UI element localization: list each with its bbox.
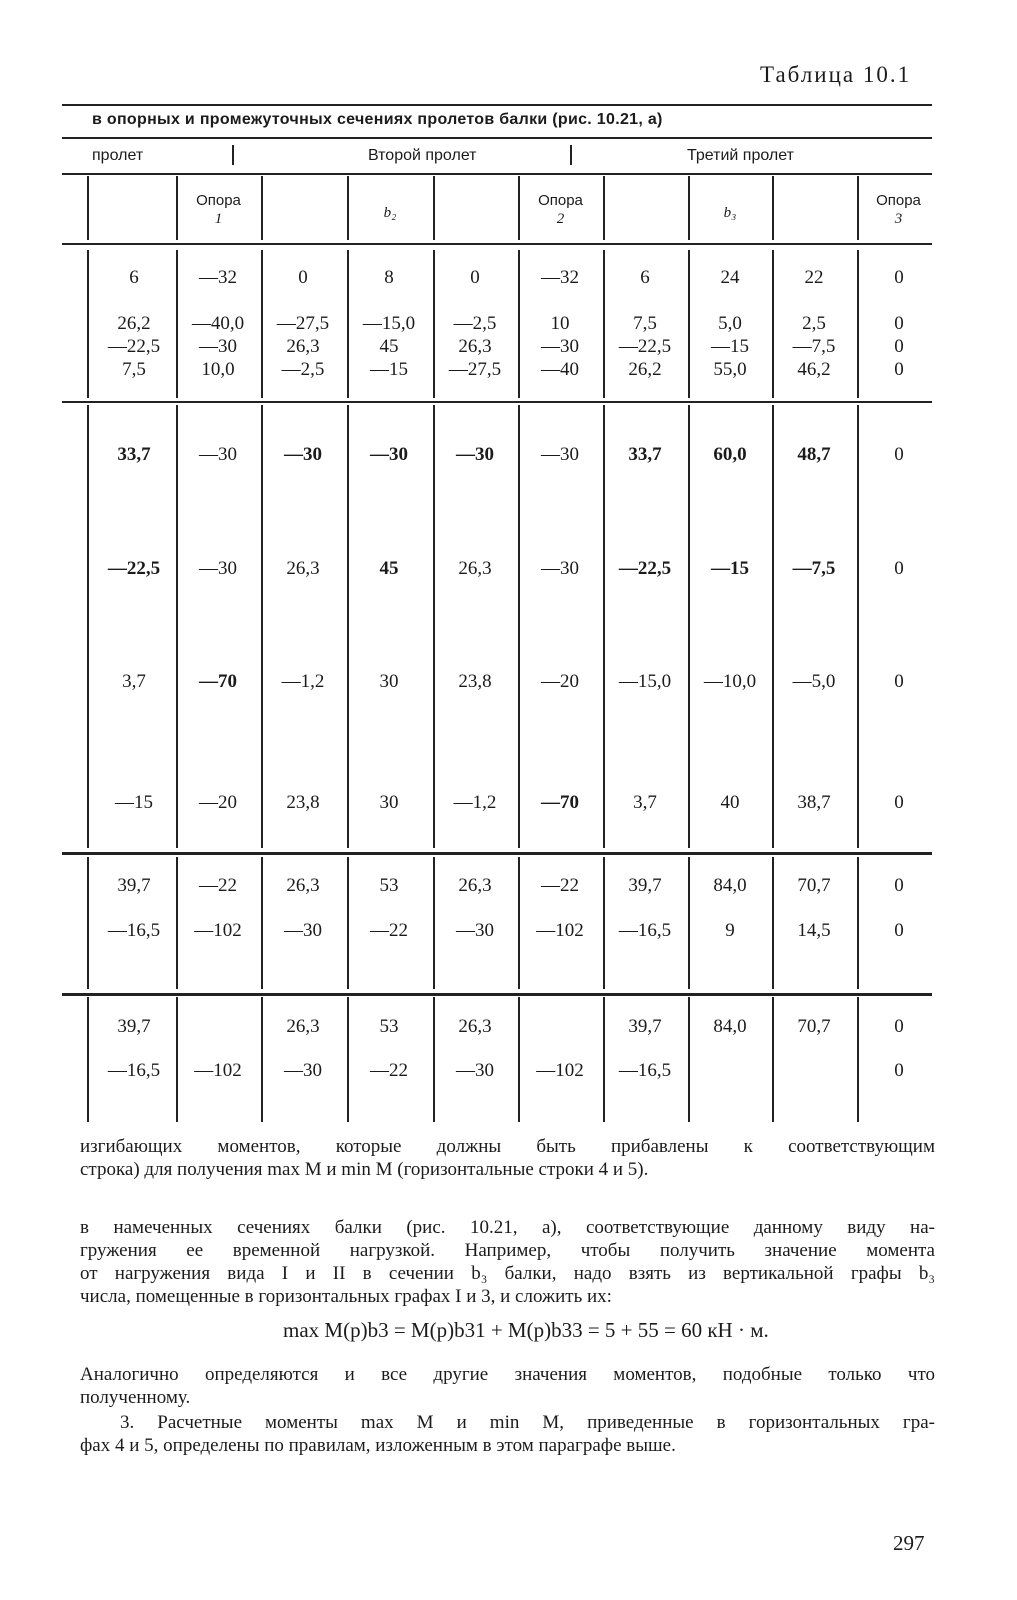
table-cell: —30 bbox=[456, 920, 494, 941]
table-cell: 33,7 bbox=[628, 444, 662, 465]
table-cell: —32 bbox=[541, 267, 579, 288]
table-cell: —40 bbox=[541, 359, 579, 380]
table-cell: 0 bbox=[470, 267, 480, 288]
table-cell: 84,0 bbox=[713, 1016, 747, 1037]
table-cell: —20 bbox=[199, 792, 237, 813]
table-cell: —70 bbox=[199, 671, 237, 692]
table-cell: —5,0 bbox=[792, 671, 836, 692]
table-cell: —15 bbox=[115, 792, 153, 813]
table-cell: —102 bbox=[536, 1060, 584, 1081]
table-cell: 53 bbox=[379, 875, 399, 896]
table-cell: —15,0 bbox=[618, 671, 672, 692]
table-cell: —30 bbox=[541, 444, 579, 465]
table-cell: —7,5 bbox=[792, 336, 836, 357]
formula: max M(p)b3 = M(p)b31 + M(p)b33 = 5 + 55 = 60 кН · м. bbox=[283, 1318, 769, 1342]
table-cell: 70,7 bbox=[797, 1016, 831, 1037]
table-cell: —22 bbox=[370, 920, 408, 941]
table-cell: 14,5 bbox=[797, 920, 831, 941]
table-cell: 33,7 bbox=[117, 444, 151, 465]
table-cell: 0 bbox=[894, 875, 904, 896]
table-cell: —30 bbox=[199, 444, 237, 465]
table-cell: 26,3 bbox=[286, 558, 320, 579]
table-cell: 26,3 bbox=[458, 336, 492, 357]
table-cell: —30 bbox=[456, 444, 494, 465]
paragraph-3: Аналогично определяются и все другие значения моментов, подобные только что полученному. bbox=[80, 1364, 935, 1408]
table-cell: 2,5 bbox=[802, 313, 826, 334]
table-cell: —30 bbox=[284, 920, 322, 941]
table-cell: 39,7 bbox=[117, 875, 151, 896]
table-cell: —20 bbox=[541, 671, 579, 692]
table-cell: 45 bbox=[379, 558, 399, 579]
table-cell: 5,0 bbox=[718, 313, 742, 334]
table-cell: —15 bbox=[711, 336, 749, 357]
table-cell: —22 bbox=[370, 1060, 408, 1081]
table-cell: 0 bbox=[894, 1016, 904, 1037]
table-cell: —30 bbox=[541, 336, 579, 357]
column-header-5: Опора 2 bbox=[538, 192, 583, 227]
table-cell: 3,7 bbox=[122, 671, 146, 692]
table-cell: 0 bbox=[894, 336, 904, 357]
table-cell: 10,0 bbox=[201, 359, 235, 380]
table-cell: —15,0 bbox=[362, 313, 416, 334]
paragraph-1: изгибающих моментов, которые должны быть прибавлены к соответствующим строка) для получения max M и min M (горизонтальные строки 4 и 5). bbox=[80, 1136, 935, 1180]
table-cell: 9 bbox=[725, 920, 735, 941]
table-cell: —1,2 bbox=[453, 792, 497, 813]
table-cell: 26,3 bbox=[458, 558, 492, 579]
table-cell: 38,7 bbox=[797, 792, 831, 813]
table-cell: 8 bbox=[384, 267, 394, 288]
table-cell: 48,7 bbox=[797, 444, 831, 465]
table-cell: 53 bbox=[379, 1016, 399, 1037]
table-cell: —1,2 bbox=[281, 671, 325, 692]
table-cell: 26,3 bbox=[286, 875, 320, 896]
table-cell: —30 bbox=[541, 558, 579, 579]
column-header-9: Опора 3 bbox=[876, 192, 921, 227]
table-cell: 40 bbox=[720, 792, 740, 813]
table-cell: 3,7 bbox=[633, 792, 657, 813]
group-header-3: Третий пролет bbox=[687, 147, 794, 164]
table-cell: 0 bbox=[894, 920, 904, 941]
column-header-7: b₃ bbox=[723, 205, 737, 221]
table-cell: 6 bbox=[129, 267, 139, 288]
table-cell: 84,0 bbox=[713, 875, 747, 896]
table-cell: —15 bbox=[370, 359, 408, 380]
page-number: 297 bbox=[893, 1531, 925, 1555]
table-cell: 0 bbox=[894, 359, 904, 380]
table-cell: —7,5 bbox=[792, 558, 836, 579]
paragraph-4: 3. Расчетные моменты max M и min M, приведенные в горизонтальных гра- фах 4 и 5, определены по правилам, изложенным в этом параграфе выше. bbox=[80, 1412, 935, 1456]
table-cell: 26,2 bbox=[117, 313, 151, 334]
table-cell: —22 bbox=[199, 875, 237, 896]
table-cell: 0 bbox=[894, 444, 904, 465]
table-cell: 10 bbox=[550, 313, 570, 334]
table-cell: —10,0 bbox=[703, 671, 757, 692]
table-cell: 26,3 bbox=[286, 1016, 320, 1037]
table-cell: 7,5 bbox=[633, 313, 657, 334]
table-cell: 39,7 bbox=[628, 1016, 662, 1037]
table-cell: 0 bbox=[894, 792, 904, 813]
table-cell: 0 bbox=[894, 558, 904, 579]
table-cell: 0 bbox=[298, 267, 308, 288]
table-cell: —22,5 bbox=[107, 336, 161, 357]
table-cell: —22,5 bbox=[618, 558, 672, 579]
table-title: Таблица 10.1 bbox=[760, 62, 912, 87]
paragraph-2: в намеченных сечениях балки (рис. 10.21, а), соответствующие данному виду на- гружения ее временной нагрузкой. Например, чтобы получить значение момента от нагружения вида I и II в сечении b₃ балки, надо взять из вертикальной графы b₃ числа, помещенные в горизонтальных графах I и 3, и сложить их: bbox=[80, 1217, 935, 1307]
column-header-3: b₂ bbox=[383, 205, 397, 221]
table-cell: 0 bbox=[894, 267, 904, 288]
table-cell: —2,5 bbox=[281, 359, 325, 380]
table-cell: 7,5 bbox=[122, 359, 146, 380]
table-cell: —27,5 bbox=[276, 313, 330, 334]
group-header-1: пролет bbox=[92, 147, 144, 164]
table-cell: —27,5 bbox=[448, 359, 502, 380]
table-cell: —22,5 bbox=[618, 336, 672, 357]
table-cell: 46,2 bbox=[797, 359, 831, 380]
table-cell: 30 bbox=[379, 671, 399, 692]
table-cell: —16,5 bbox=[618, 920, 672, 941]
table-cell: —16,5 bbox=[107, 920, 161, 941]
table-cell: —2,5 bbox=[453, 313, 497, 334]
table-cell: —40,0 bbox=[191, 313, 245, 334]
table-cell: —102 bbox=[194, 1060, 242, 1081]
table-cell: 30 bbox=[379, 792, 399, 813]
table-cell: —30 bbox=[456, 1060, 494, 1081]
table-cell: —102 bbox=[194, 920, 242, 941]
group-header-2: Второй пролет bbox=[368, 147, 477, 164]
table-cell: 45 bbox=[379, 336, 399, 357]
table-cell: —30 bbox=[284, 444, 322, 465]
table-caption: в опорных и промежуточных сечениях пролетов балки (рис. 10.21, а) bbox=[92, 111, 663, 128]
table-cell: 23,8 bbox=[458, 671, 492, 692]
table-cell: —30 bbox=[199, 558, 237, 579]
table-cell: —16,5 bbox=[618, 1060, 672, 1081]
table-cell: 39,7 bbox=[117, 1016, 151, 1037]
table-cell: 22 bbox=[804, 267, 824, 288]
table-cell: 60,0 bbox=[713, 444, 747, 465]
table-cell: 0 bbox=[894, 313, 904, 334]
table-cell: 0 bbox=[894, 671, 904, 692]
table-cell: 26,3 bbox=[286, 336, 320, 357]
table-cell: —15 bbox=[711, 558, 749, 579]
table-cell: 26,3 bbox=[458, 875, 492, 896]
table-cell: 70,7 bbox=[797, 875, 831, 896]
table-cell: 26,3 bbox=[458, 1016, 492, 1037]
table-cell: 39,7 bbox=[628, 875, 662, 896]
table-cell: —70 bbox=[541, 792, 579, 813]
table-cell: —22,5 bbox=[107, 558, 161, 579]
table-cell: —30 bbox=[199, 336, 237, 357]
table-cell: —16,5 bbox=[107, 1060, 161, 1081]
table-cell: 55,0 bbox=[713, 359, 747, 380]
table-cell: —102 bbox=[536, 920, 584, 941]
table-cell: —32 bbox=[199, 267, 237, 288]
column-header-1: Опора 1 bbox=[196, 192, 241, 227]
table-cell: 24 bbox=[720, 267, 740, 288]
table-cell: 0 bbox=[894, 1060, 904, 1081]
table-cell: 23,8 bbox=[286, 792, 320, 813]
table-cell: —30 bbox=[284, 1060, 322, 1081]
table-cell: —30 bbox=[370, 444, 408, 465]
table-cell: —22 bbox=[541, 875, 579, 896]
table-cell: 6 bbox=[640, 267, 650, 288]
table-cell: 26,2 bbox=[628, 359, 662, 380]
